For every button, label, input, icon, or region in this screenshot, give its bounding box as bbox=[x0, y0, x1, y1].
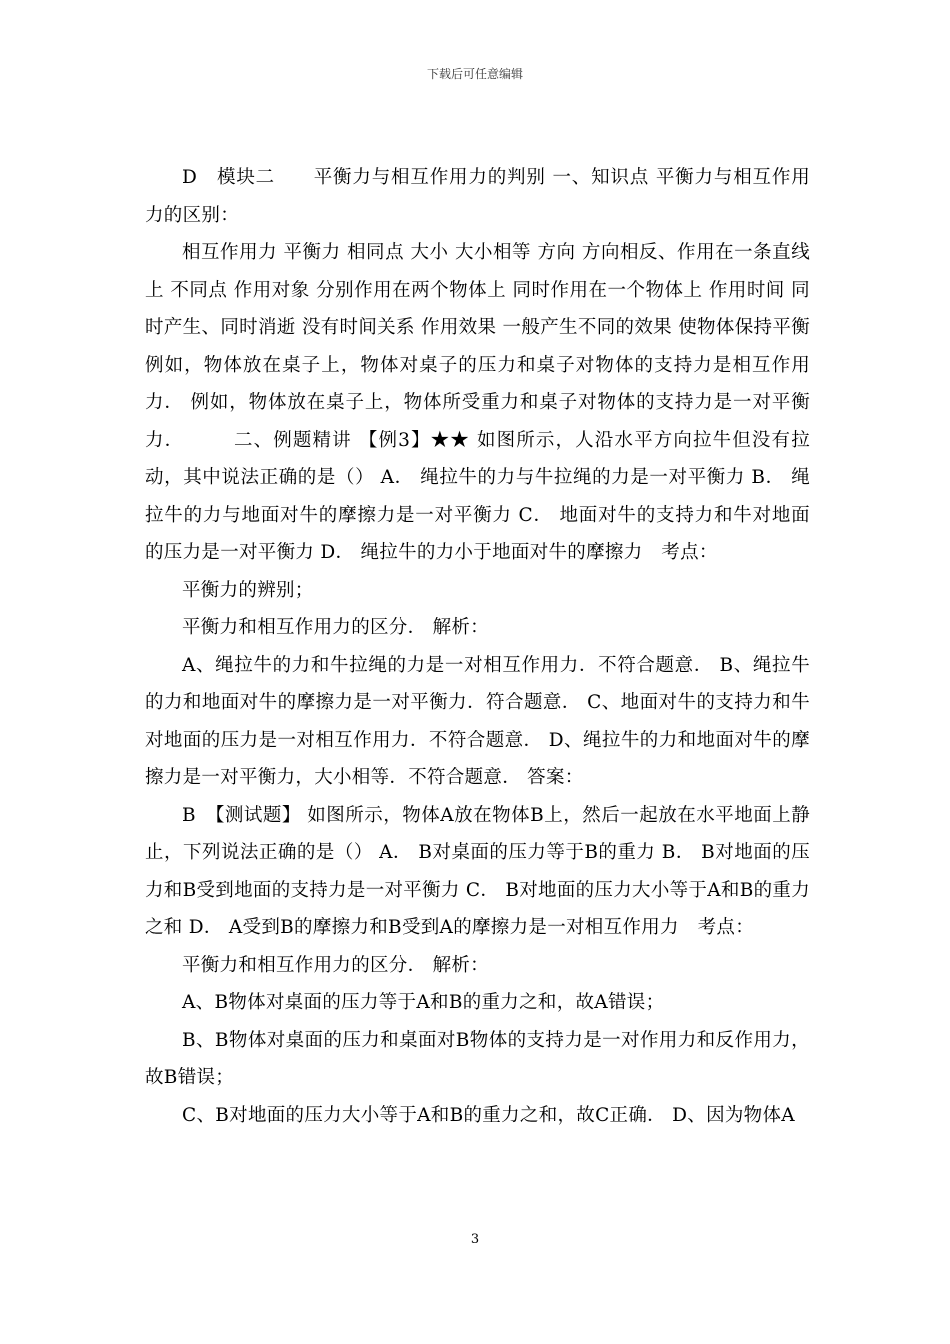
paragraph: 平衡力的辨别； bbox=[182, 579, 314, 601]
paragraph: C、B对地面的压力大小等于A和B的重力之和，故C正确． D、因为物体A bbox=[182, 1104, 795, 1126]
document-body bbox=[145, 159, 810, 1134]
paragraph: 平衡力和相互作用力的区分． 解析： bbox=[182, 954, 489, 976]
paragraph: 相互作用力 平衡力 相同点 大小 大小相等 方向 方向相反、作用在一条直线上 不同点 作用对象 分别作用在两个物体上 同时作用在一个物体上 作用时间 同时产生、同时消逝 没有时间关系 作用效果 一般产生不同的效果 使物体保持平衡 例如，物体放在桌子上，物体对桌子的压力和桌子对物体的支持力是相互作用力． 例如，物体放在桌子上，物体所受重力和桌子对物体的支持力是一对平衡力． 二、例题精讲 【例3】★★ 如图所示，人沿水平方向拉牛但没有拉动，其中说法正确的是（） A． 绳拉牛的力与牛拉绳的力是一对平衡力 B． 绳拉牛的力与地面对牛的摩擦力是一对平衡力 C． 地面对牛的支持力和牛对地面的压力是一对平衡力 D． 绳拉牛的力小于地面对牛的摩擦力 考点： bbox=[145, 242, 810, 563]
paragraph: A、B物体对桌面的压力等于A和B的重力之和，故A错误； bbox=[182, 992, 665, 1013]
paragraph: B 【测试题】 如图所示，物体A放在物体B上，然后一起放在水平地面上静止，下列说法正确的是（） A． B对桌面的压力等于B的重力 B． B对地面的压力和B受到地面的支持力是一对平衡力 C． B对地面的压力大小等于A和B的重力之和 D． A受到B的摩擦力和B受到A的摩擦力是一对相互作用力 考点： bbox=[145, 804, 810, 938]
paragraph: 平衡力和相互作用力的区分． 解析： bbox=[182, 617, 489, 638]
paragraph: B、B物体对桌面的压力和桌面对B物体的支持力是一对作用力和反作用力，故B错误； bbox=[145, 1029, 810, 1088]
page-number: 3 bbox=[470, 1232, 480, 1247]
paragraph: D 模块二 平衡力与相互作用力的判别 一、知识点 平衡力与相互作用力的区别： bbox=[145, 167, 810, 226]
paragraph: A、绳拉牛的力和牛拉绳的力是一对相互作用力．不符合题意． B、绳拉牛的力和地面对牛的摩擦力是一对平衡力．符合题意． C、地面对牛的支持力和牛对地面的压力是一对相互作用力．不符合题意． D、绳拉牛的力和地面对牛的摩擦力是一对平衡力，大小相等．不符合题意． 答案： bbox=[145, 654, 810, 788]
page-header: 下载后可任意编辑 bbox=[426, 67, 523, 81]
